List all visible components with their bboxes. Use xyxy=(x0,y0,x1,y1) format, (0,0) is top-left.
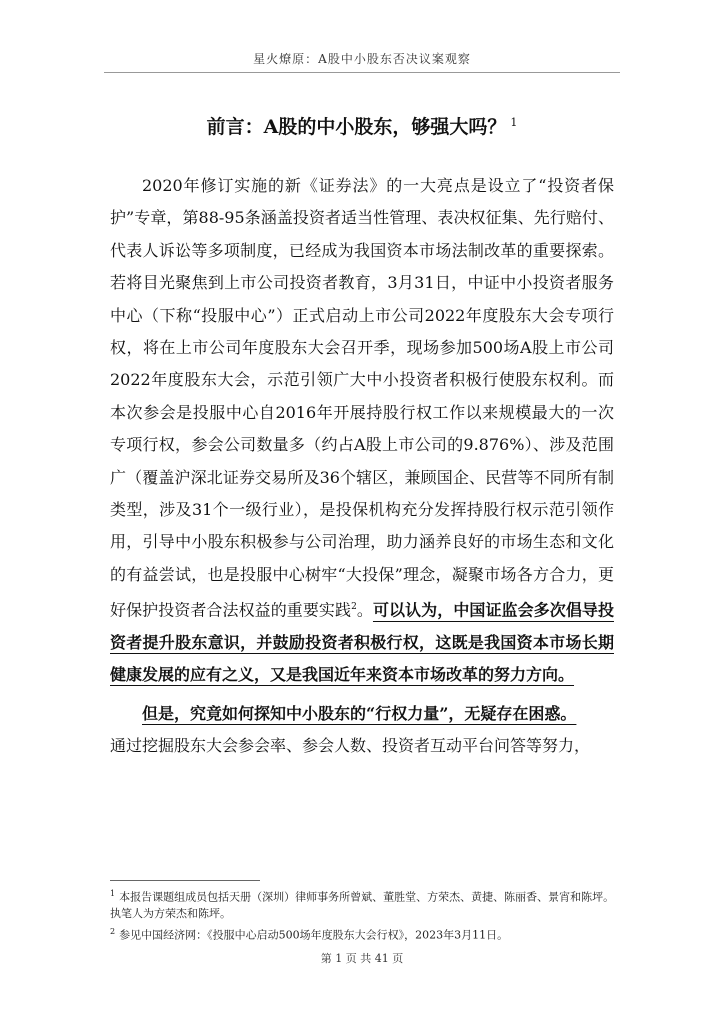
page-title xyxy=(0,112,724,139)
footnote-2-mark: 2 xyxy=(110,926,116,936)
header-divider xyxy=(104,72,620,73)
footnote-divider xyxy=(110,880,260,881)
paragraph-1-period: 。 xyxy=(356,600,373,620)
body-text xyxy=(110,170,614,763)
paragraph-2-lead: 但是，究竟如何探知中小股东的“行权力量”，无疑存在困惑。 xyxy=(142,703,577,723)
footnote-2 xyxy=(110,924,620,944)
running-header: 星火燎原：A股中小股东否决议案观察 xyxy=(253,52,471,66)
title-footnote-mark[interactable]: 1 xyxy=(510,115,518,129)
footnote-1 xyxy=(110,886,620,922)
page-number: 第 1 页 共 41 页 xyxy=(320,952,404,965)
footnote-ref-2[interactable]: 2 xyxy=(351,602,357,613)
paragraph-1 xyxy=(110,170,614,692)
footnotes xyxy=(110,886,620,945)
title-text: 前言：A股的中小股东，够强大吗？ xyxy=(206,116,507,138)
paragraph-1-emphasis: 可以认为，中国证监会多次倡导投资者提升股东意识，并鼓励投资者积极行权，这既是我国资本市场长期健康发展的应有之义，又是我国近年来资本市场改革的努力方向。 xyxy=(110,600,614,685)
paragraph-2 xyxy=(110,698,614,730)
paragraph-1-text: 2020年修订实施的新《证券法》的一大亮点是设立了“投资者保护”专章，第88-95条涵盖投资者适当性管理、表决权征集、先行赔付、代表人诉讼等多项制度，已经成为我国资本市场法制改革的重要探索。若将目光聚焦到上市公司投资者教育，3月31日，中证中小投资者服务中心（下称“投服中心”）正式启动上市公司2022年度股东大会专项行权，将在上市公司年度股东大会召开季，现场参加500场A股上市公司2022年度股东大会，示范引领广大中小投资者积极行使股东权利。而本次参会是投服中心自2016年开展持股行权工作以来规模最大的一次专项行权，参会公司数量多（约占A股上市公司的9.876%）、涉及范围广（覆盖沪深北证券交易所及36个辖区，兼顾国企、民营等不同所有制类型，涉及31个一级行业），是投保机构充分发挥持股行权示范引领作用，引导中小股东积极参与公司治理，助力涵养良好的市场生态和文化的有益尝试，也是投服中心树牢“大投保”理念，凝聚市场各方合力，更好保护投资者合法权益的重要实践 xyxy=(110,176,614,620)
paragraph-2-continued xyxy=(110,730,614,762)
footnote-2-text: 参见中国经济网：《投服中心启动500场年度股东大会行权》，2023年3月11日。 xyxy=(119,928,509,942)
paragraph-2-text: 通过挖掘股东大会参会率、参会人数、投资者互动平台问答等努力， xyxy=(110,736,591,756)
footnote-1-mark: 1 xyxy=(110,889,116,898)
footnote-1-text: 本报告课题组成员包括天册（深圳）律师事务所曾斌、董胜堂、方荣杰、黄捷、陈丽香、景宵和陈坪。执笔人为方荣杰和陈坪。 xyxy=(110,890,615,920)
